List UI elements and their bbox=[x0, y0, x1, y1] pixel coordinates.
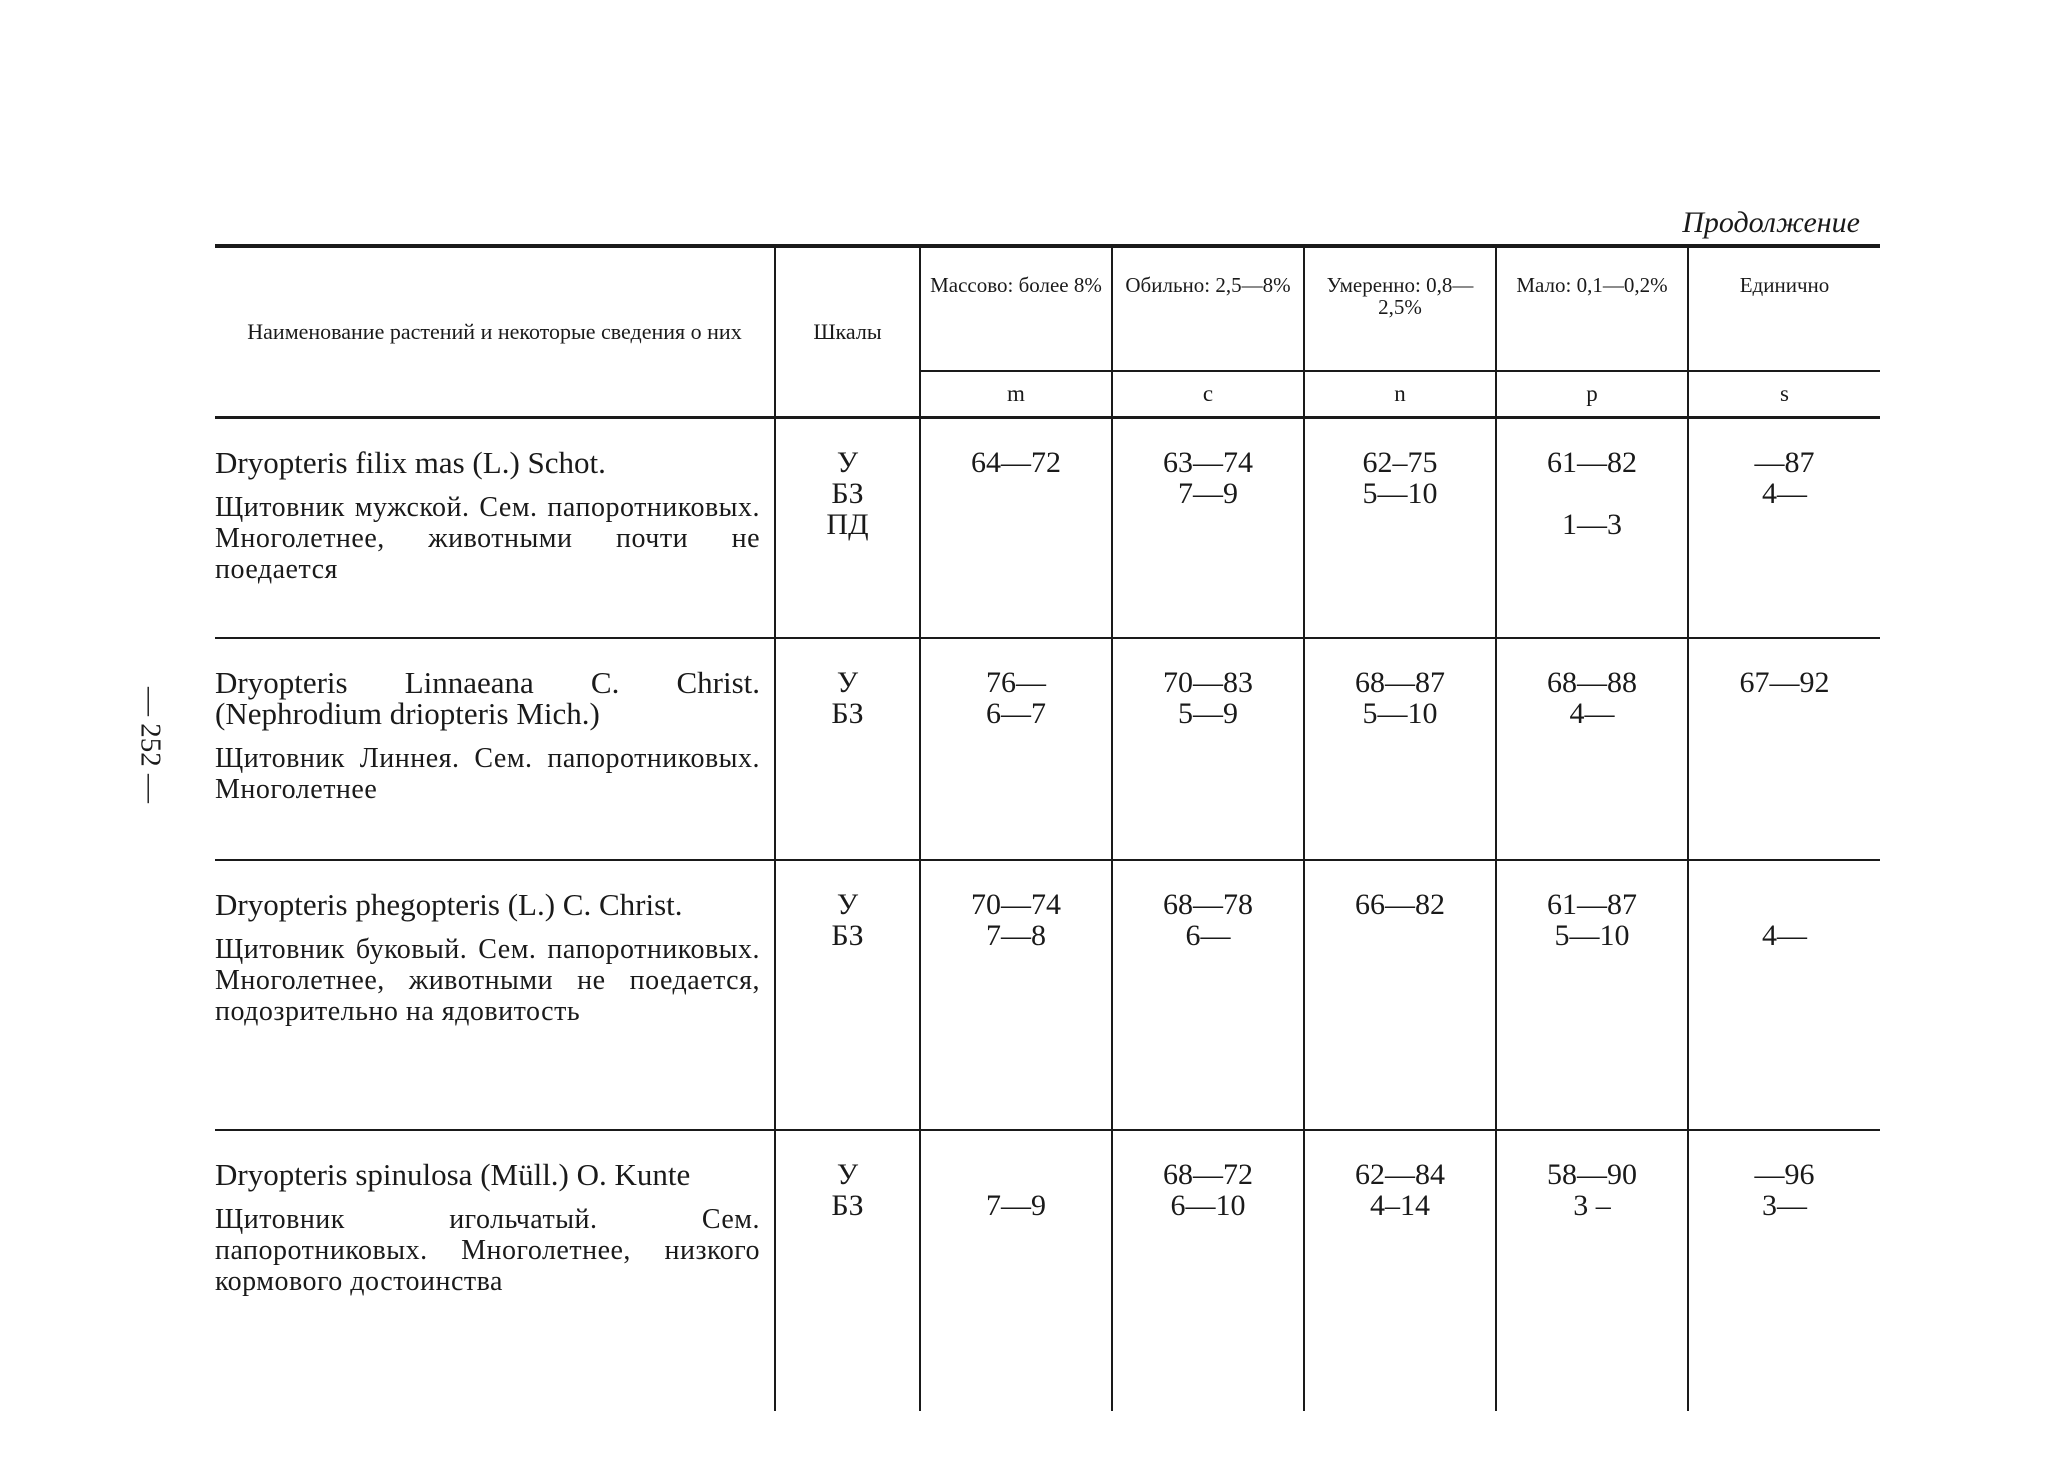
table-body bbox=[215, 418, 1880, 1412]
value-cell-m bbox=[920, 860, 1112, 1130]
value-range: 64—72 bbox=[971, 446, 1061, 479]
scale-cell bbox=[775, 638, 920, 860]
value-cell-c bbox=[1112, 1130, 1304, 1411]
value-range bbox=[1497, 478, 1687, 509]
value-range: 6—10 bbox=[1170, 1189, 1246, 1222]
scale-code: У bbox=[836, 1158, 859, 1191]
value-range: 5—10 bbox=[1362, 477, 1438, 510]
value-range: 68—88 bbox=[1547, 666, 1637, 699]
value-cell-n bbox=[1304, 1130, 1496, 1411]
value-range: 68—78 bbox=[1163, 888, 1253, 921]
header-scale: Шкалы bbox=[775, 246, 920, 418]
russian-description: Щитовник буковый. Сем. папоротниковых. Многолетнее, животными не поедается, подозрительно на ядовитость bbox=[215, 934, 760, 1027]
header-name: Наименование растений и некоторые сведения о них bbox=[215, 246, 775, 418]
value-range: 5—9 bbox=[1178, 697, 1238, 730]
value-range: 7—8 bbox=[986, 919, 1046, 952]
value-cell-s bbox=[1688, 1130, 1880, 1411]
header-code-s: s bbox=[1688, 371, 1880, 418]
latin-name: Dryopteris phegopteris (L.) C. Christ. bbox=[215, 887, 683, 922]
header-group-p: Мало: 0,1—0,2% bbox=[1496, 246, 1688, 371]
latin-name: Dryopteris spinulosa (Müll.) O. Kunte bbox=[215, 1157, 691, 1192]
value-range: 1—3 bbox=[1562, 508, 1622, 541]
value-range: 62—84 bbox=[1355, 1158, 1445, 1191]
header-group-m: Массово: более 8% bbox=[920, 246, 1112, 371]
value-range: 67—92 bbox=[1739, 666, 1830, 699]
table-header bbox=[215, 246, 1880, 418]
value-range: 6—7 bbox=[986, 697, 1046, 730]
value-range: 3— bbox=[1762, 1189, 1807, 1222]
scale-code: БЗ bbox=[831, 697, 864, 730]
value-cell-n bbox=[1304, 638, 1496, 860]
value-range: 7—9 bbox=[1178, 477, 1238, 510]
value-cell-c bbox=[1112, 860, 1304, 1130]
table-row bbox=[215, 1130, 1880, 1411]
value-cell-p bbox=[1496, 860, 1688, 1130]
value-cell-s bbox=[1688, 418, 1880, 639]
value-range: 68—87 bbox=[1355, 666, 1445, 699]
value-range: 63—74 bbox=[1163, 446, 1253, 479]
value-cell-n bbox=[1304, 418, 1496, 639]
value-cell-m bbox=[920, 638, 1112, 860]
value-range: 4–14 bbox=[1370, 1189, 1430, 1222]
plant-name-cell bbox=[215, 1130, 775, 1411]
value-range: 4— bbox=[1762, 919, 1807, 952]
scale-code: У bbox=[836, 888, 859, 921]
page-number: — 252 — bbox=[134, 687, 167, 803]
scale-code: ПД bbox=[826, 508, 869, 541]
header-group-s: Единично bbox=[1688, 246, 1880, 371]
value-range: 6— bbox=[1185, 919, 1231, 952]
russian-description: Щитовник Линнея. Сем. папоротниковых. Многолетнее bbox=[215, 743, 760, 805]
scale-cell bbox=[775, 860, 920, 1130]
plant-table-container bbox=[215, 244, 1880, 1411]
scale-code: У bbox=[836, 446, 859, 479]
value-range: 61—82 bbox=[1547, 446, 1637, 479]
scale-cell bbox=[775, 1130, 920, 1411]
value-cell-s bbox=[1688, 638, 1880, 860]
value-range bbox=[921, 1159, 1111, 1190]
value-cell-n bbox=[1304, 860, 1496, 1130]
plant-name-cell bbox=[215, 638, 775, 860]
value-range: 70—83 bbox=[1163, 666, 1253, 699]
continuation-label: Продолжение bbox=[1682, 206, 1860, 239]
header-group-c: Обильно: 2,5—8% bbox=[1112, 246, 1304, 371]
value-range: 5—10 bbox=[1554, 919, 1630, 952]
value-range: 61—87 bbox=[1547, 888, 1637, 921]
value-cell-s bbox=[1688, 860, 1880, 1130]
value-cell-m bbox=[920, 1130, 1112, 1411]
value-range: 70—74 bbox=[971, 888, 1061, 921]
scale-code: У bbox=[836, 666, 859, 699]
scale-cell bbox=[775, 418, 920, 639]
scale-code: БЗ bbox=[831, 1189, 864, 1222]
value-range bbox=[1689, 889, 1880, 920]
scale-code: БЗ bbox=[831, 919, 864, 952]
value-range: 4— bbox=[1762, 477, 1807, 510]
value-cell-p bbox=[1496, 418, 1688, 639]
russian-description: Щитовник мужской. Сем. папоротниковых. Многолетнее, животными почти не поедается bbox=[215, 492, 760, 585]
plant-name-cell bbox=[215, 860, 775, 1130]
value-cell-p bbox=[1496, 1130, 1688, 1411]
scale-code: БЗ bbox=[831, 477, 864, 510]
value-range: 76— bbox=[986, 666, 1046, 699]
value-range: 3 – bbox=[1573, 1189, 1611, 1222]
header-code-n: n bbox=[1304, 371, 1496, 418]
header-code-m: m bbox=[920, 371, 1112, 418]
table-row bbox=[215, 638, 1880, 860]
value-range: 62–75 bbox=[1362, 446, 1438, 479]
table-row bbox=[215, 860, 1880, 1130]
plant-table bbox=[215, 244, 1880, 1411]
header-group-n: Умеренно: 0,8—2,5% bbox=[1304, 246, 1496, 371]
value-range: —96 bbox=[1754, 1158, 1815, 1191]
value-range: 68—72 bbox=[1163, 1158, 1253, 1191]
header-code-c: c bbox=[1112, 371, 1304, 418]
value-cell-p bbox=[1496, 638, 1688, 860]
value-cell-c bbox=[1112, 418, 1304, 639]
value-range: 58—90 bbox=[1547, 1158, 1637, 1191]
value-range: 4— bbox=[1569, 697, 1615, 730]
russian-description: Щитовник игольчатый. Сем. папоротниковых. Многолетнее, низкого кормового достоинства bbox=[215, 1204, 760, 1297]
value-range: 66—82 bbox=[1355, 888, 1445, 921]
plant-name-cell bbox=[215, 418, 775, 639]
latin-name: Dryopteris filix mas (L.) Schot. bbox=[215, 445, 606, 480]
header-code-p: p bbox=[1496, 371, 1688, 418]
table-row bbox=[215, 418, 1880, 639]
value-range: 5—10 bbox=[1362, 697, 1438, 730]
value-range: —87 bbox=[1754, 446, 1815, 479]
latin-name: Dryopteris Linnaeana C. Christ. (Nephrodium driopteris Mich.) bbox=[215, 665, 760, 731]
value-cell-c bbox=[1112, 638, 1304, 860]
value-range: 7—9 bbox=[986, 1189, 1046, 1222]
value-cell-m bbox=[920, 418, 1112, 639]
